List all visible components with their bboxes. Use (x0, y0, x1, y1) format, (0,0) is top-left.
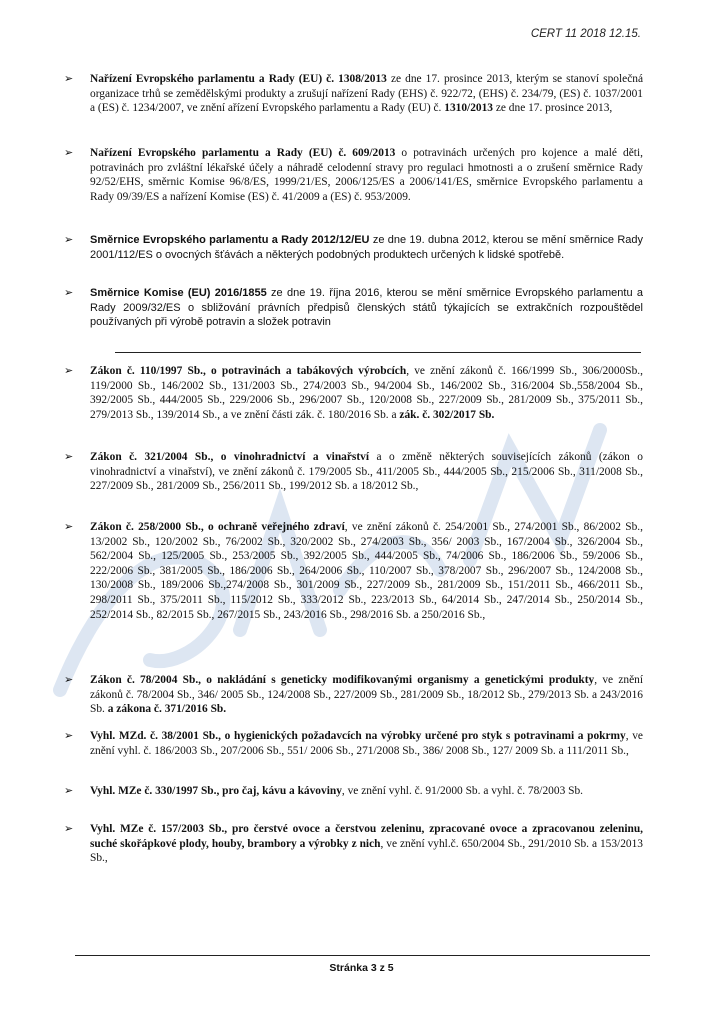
list-item: ➢ Zákon č. 258/2000 Sb., o ochraně veřejného zdraví, ve znění zákonů č. 254/2001 Sb., 274/2001 Sb., 86/2002 Sb., 13/2002 Sb., 120/2002 Sb., 76/2002 Sb., 320/2002 Sb., 274/2003 Sb., 356/ 2003 Sb., 167/2004 Sb., 326/2004 Sb., 562/2004 Sb., 125/2005 Sb., 253/2005 Sb., 392/2005 Sb., 444/2005 Sb., 74/2006 Sb., 186/2006 Sb., 59/2006 Sb., 222/2006 Sb., 381/2005 Sb., 186/2006 Sb., 264/2006 Sb., 110/2007 Sb., 378/2007 Sb., 296/2007 Sb., 124/2008 Sb., 130/2008 Sb., 189/2006 Sb.,274/2008 Sb., 301/2009 Sb., 227/2009 Sb., 281/2009 Sb., 151/2011 Sb., 466/2011 Sb., 298/2011 Sb., 375/2011 Sb., 115/2012 Sb., 333/2012 Sb., 223/2013 Sb., 64/2014 Sb., 247/2014 Sb., 250/2014 Sb., 252/2014 Sb., 82/2015 Sb., 267/2015 Sb., 243/2016 Sb., 298/2016 Sb. a 250/2016 Sb., (64, 520, 643, 621)
footer-divider (75, 955, 650, 956)
list-item: ➢ Zákon č. 321/2004 Sb., o vinohradnictví a vinařství a o změně některých souvisejících zákonů (zákon o vinohradnictví a vinařství), ve znění zákonů č. 179/2005 Sb., 411/2005 Sb., 444/2005 Sb., 215/2006 Sb., 311/2008 Sb., 227/2009 Sb., 281/2009 Sb., 256/2011 Sb., 199/2012 Sb. a 18/2012 Sb., (64, 450, 643, 493)
arrow-bullet-icon: ➢ (64, 450, 74, 463)
page-number: Stránka 3 z 5 (329, 962, 394, 974)
list-item: ➢ Zákon č. 110/1997 Sb., o potravinách a tabákových výrobcích, ve znění zákonů č. 166/1999 Sb., 306/2000Sb., 119/2000 Sb., 146/2002 Sb., 131/2003 Sb., 274/2003 Sb., 94/2004 Sb., 146/2002 Sb., 316/2004 Sb.,558/2004 Sb., 392/2005 Sb., 444/2005 Sb., 229/2006 Sb., 296/2007 Sb., 120/2008 Sb., 227/2009 Sb., 281/2009 Sb., 375/2011 Sb., 279/2013 Sb., 139/2014 Sb., a ve znění části zák. č. 180/2016 Sb. a zák. č. 302/2017 Sb. (64, 364, 643, 421)
arrow-bullet-icon: ➢ (64, 233, 74, 246)
list-item: ➢ Vyhl. MZd. č. 38/2001 Sb., o hygienických požadavcích na výrobky určené pro styk s potravinami a pokrmy, ve znění vyhl. č. 186/2003 Sb., 207/2006 Sb., 551/ 2006 Sb., 271/2008 Sb., 386/ 2008 Sb., 127/ 2009 Sb. a 111/2011 Sb., (64, 729, 643, 757)
arrow-bullet-icon: ➢ (64, 822, 74, 835)
arrow-bullet-icon: ➢ (64, 364, 74, 377)
list-item: ➢ Zákon č. 78/2004 Sb., o nakládání s geneticky modifikovanými organismy a genetickými produkty, ve znění zákonů č. 78/2004 Sb., 346/ 2005 Sb., 124/2008 Sb., 227/2009 Sb., 281/2009 Sb., 18/2012 Sb., 279/2013 Sb. a 243/2016 Sb. a zákona č. 371/2016 Sb. (64, 673, 643, 716)
arrow-bullet-icon: ➢ (64, 286, 74, 299)
list-item: ➢ Nařízení Evropského parlamentu a Rady (EU) č. 609/2013 o potravinách určených pro kojence a malé děti, potravinách pro zvláštní lékařské účely a náhradě celodenní stravy pro regulaci hmotnosti a o zrušení směrnice Rady 92/52/EHS, směrnic Komise 96/8/ES, 1999/21/ES, 2006/125/ES a 2006/141/ES, směrnice Evropského parlamentu a Rady 09/39/ES a nařízení Komise (ES) č. 41/2009 a (ES) č. 953/2009. (64, 146, 643, 203)
list-item: ➢ Nařízení Evropského parlamentu a Rady (EU) č. 1308/2013 ze dne 17. prosince 2013, kterým se stanoví společná organizace trhů se zemědělskými produkty a zrušují nařízení Rady (EHS) č. 922/72, (EHS) č. 234/79, (ES) č. 1037/2001 a (ES) č. 1234/2007, ve znění ařízení Evropského parlamentu a Rady (EU) č. 1310/2013 ze dne 17. prosince 2013, (64, 72, 643, 115)
list-item: ➢ Směrnice Komise (EU) 2016/1855 ze dne 19. října 2016, kterou se mění směrnice Evropského parlamentu a Rady 2009/32/ES o sbližování právních předpisů členských států týkajících se extrakčních rozpouštědel používaných při výrobě potravin a složek potravin (64, 286, 643, 329)
arrow-bullet-icon: ➢ (64, 72, 74, 85)
arrow-bullet-icon: ➢ (64, 784, 74, 797)
document-reference-code: CERT 11 2018 12.15. (530, 28, 641, 40)
arrow-bullet-icon: ➢ (64, 146, 74, 159)
arrow-bullet-icon: ➢ (64, 520, 74, 533)
arrow-bullet-icon: ➢ (64, 729, 74, 742)
arrow-bullet-icon: ➢ (64, 673, 74, 686)
list-item: ➢ Směrnice Evropského parlamentu a Rady 2012/12/EU ze dne 19. dubna 2012, kterou se mění směrnice Rady 2001/112/ES o ovocných šťávách a některých podobných produktech určených k lidské spotřebě. (64, 233, 644, 261)
section-divider (115, 352, 641, 353)
list-item: ➢ Vyhl. MZe č. 157/2003 Sb., pro čerstvé ovoce a čerstvou zeleninu, zpracované ovoce a zpracovanou zeleninu, suché skořápkové plody, houby, brambory a výrobky z nich, ve znění vyhl.č. 650/2004 Sb., 291/2010 Sb. a 153/2013 Sb., (64, 822, 643, 865)
list-item: ➢ Vyhl. MZe č. 330/1997 Sb., pro čaj, kávu a kávoviny, ve znění vyhl. č. 91/2000 Sb. a vyhl. č. 78/2003 Sb. (64, 784, 583, 797)
